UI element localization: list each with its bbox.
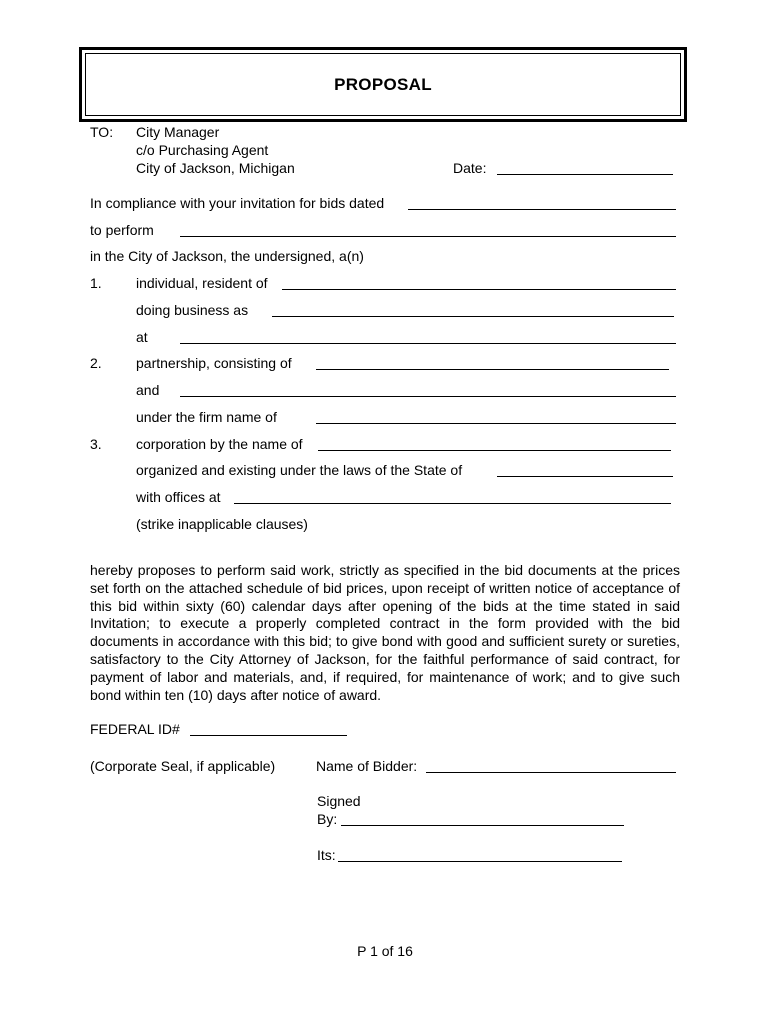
page-number: P 1 of 16 [357,943,413,959]
resident-of-field[interactable] [282,289,676,290]
invitation-label: In compliance with your invitation for bids dated [90,195,385,211]
date-field[interactable] [497,174,673,175]
option-1-label: individual, resident of [136,275,268,291]
to-line-2: c/o Purchasing Agent [136,142,269,158]
organized-label: organized and existing under the laws of the State of [136,462,463,478]
doing-business-field[interactable] [272,316,674,317]
invitation-date-field[interactable] [408,209,676,210]
state-field[interactable] [497,476,673,477]
strike-note: (strike inapplicable clauses) [136,516,308,532]
its-field[interactable] [338,861,622,862]
page-title: PROPOSAL [334,75,432,94]
offices-label: with offices at [136,489,221,505]
to-line-1: City Manager [136,124,220,140]
and-label: and [136,382,160,398]
signed-label: Signed [317,793,361,809]
to-line-3: City of Jackson, Michigan [136,160,295,176]
firm-name-field[interactable] [316,423,676,424]
option-1-number: 1. [90,275,102,291]
by-label: By: [317,811,338,827]
option-3-number: 3. [90,436,102,452]
option-2-label: partnership, consisting of [136,355,292,371]
partnership-field[interactable] [316,369,669,370]
date-label: Date: [453,160,487,176]
perform-field[interactable] [180,236,676,237]
its-label: Its: [317,847,336,863]
bidder-name-label: Name of Bidder: [316,758,418,774]
to-label: TO: [90,124,114,140]
at-field[interactable] [180,343,676,344]
doing-business-label: doing business as [136,302,249,318]
bidder-name-field[interactable] [426,772,676,773]
federal-id-label: FEDERAL ID# [90,721,180,737]
city-label: in the City of Jackson, the undersigned, a(n) [90,248,364,264]
firm-name-label: under the firm name of [136,409,277,425]
offices-field[interactable] [234,503,671,504]
corporate-seal-note: (Corporate Seal, if applicable) [90,758,276,774]
perform-label: to perform [90,222,154,238]
body-paragraph: hereby proposes to perform said work, strictly as specified in the bid documents at the prices set forth on the attached schedule of bid prices, upon receipt of written notice of acceptance of this bid within sixty (60) calendar days after opening of the bids at the time stated in said Invitation; to execute a properly completed contract in the form provided with the bid documents in accordance with this bid; to give bond with good and sufficient surety or sureties, satisfactory to the City Attorney of Jackson, for the faithful performance of said contract, for payment of labor and materials, and, if required, for maintenance of work; and to give such bond within ten (10) days after notice of award. [90,562,680,703]
corporation-name-field[interactable] [318,450,671,451]
and-field[interactable] [180,396,676,397]
option-3-label: corporation by the name of [136,436,303,452]
federal-id-field[interactable] [190,735,347,736]
signed-by-field[interactable] [341,825,624,826]
at-label: at [136,329,148,345]
option-2-number: 2. [90,355,102,371]
